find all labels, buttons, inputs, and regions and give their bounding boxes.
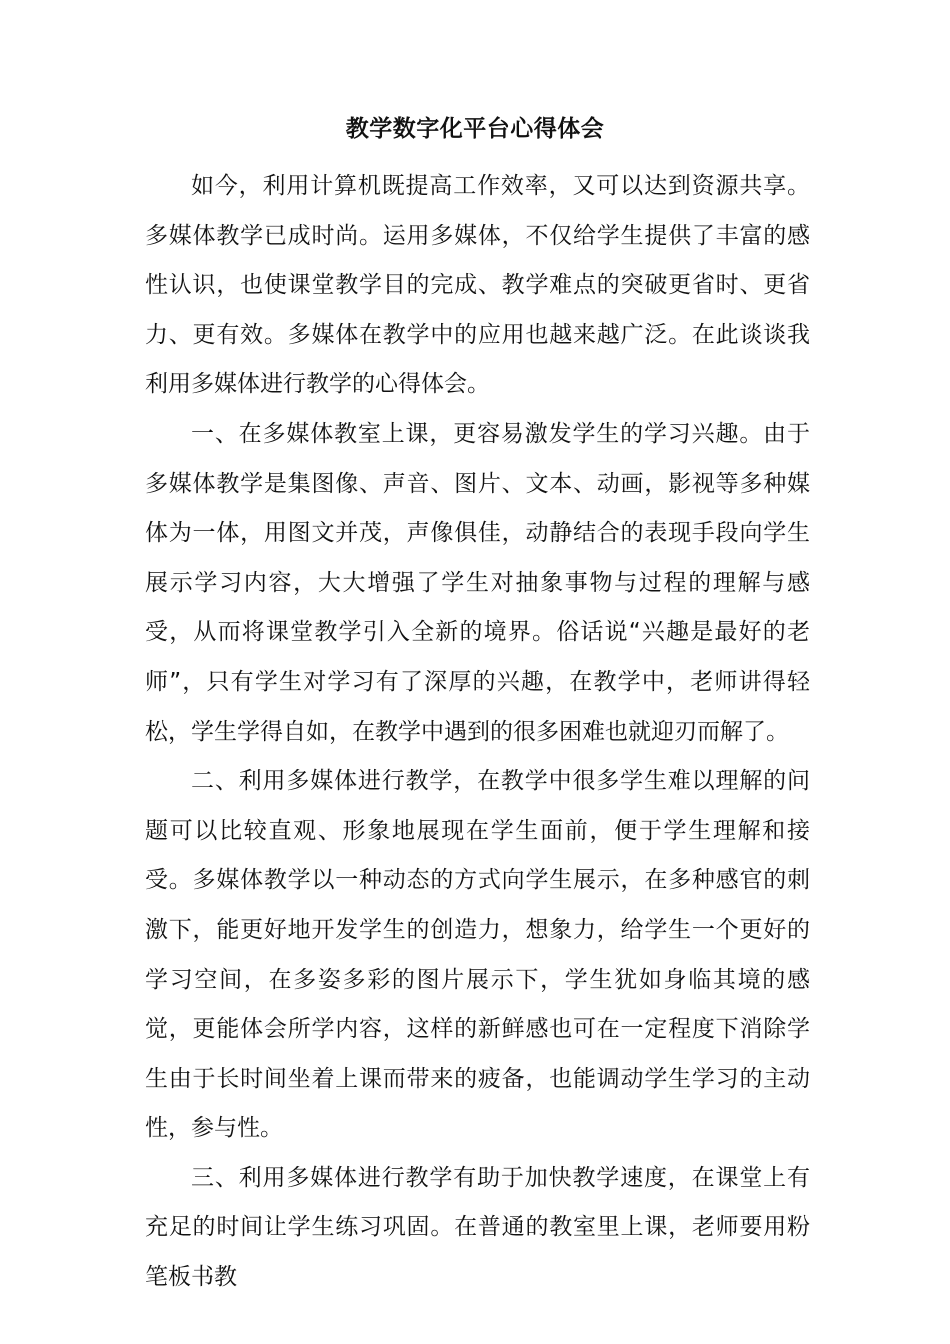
document-title: 教学数字化平台心得体会 [345,116,605,142]
document-body [145,162,810,1303]
paragraph-point-1: 一、在多媒体教室上课，更容易激发学生的学习兴趣。由于多媒体教学是集图像、声音、图片、文本、动画，影视等多种媒体为一体，用图文并茂，声像俱佳，动静结合的表现手段向学生展示学习内容，大大增强了学生对抽象事物与过程的理解与感受，从而将课堂教学引入全新的境界。俗话说“兴趣是最好的老师”，只有学生对学习有了深厚的兴趣，在教学中，老师讲得轻松，学生学得自如，在教学中遇到的很多困难也就迎刃而解了。 [145,420,810,745]
paragraph-point-2: 二、利用多媒体进行教学，在教学中很多学生难以理解的问题可以比较直观、形象地展现在学生面前，便于学生理解和接受。多媒体教学以一种动态的方式向学生展示，在多种感官的刺激下，能更好地开发学生的创造力，想象力，给学生一个更好的学习空间，在多姿多彩的图片展示下，学生犹如身临其境的感觉，更能体会所学内容，这样的新鲜感也可在一定程度下消除学生由于长时间坐着上课而带来的疲备，也能调动学生学习的主动性，参与性。 [145,768,810,1142]
paragraph-intro: 如今，利用计算机既提高工作效率，又可以达到资源共享。多媒体教学已成时尚。运用多媒体，不仅给学生提供了丰富的感性认识，也使课堂教学目的完成、教学难点的突破更省时、更省力、更有效。多媒体在教学中的应用也越来越广泛。在此谈谈我利用多媒体进行教学的心得体会。 [145,173,810,398]
paragraph-point-3: 三、利用多媒体进行教学有助于加快教学速度，在课堂上有充足的时间让学生练习巩固。在普通的教室里上课，老师要用粉笔板书教 [145,1164,810,1291]
